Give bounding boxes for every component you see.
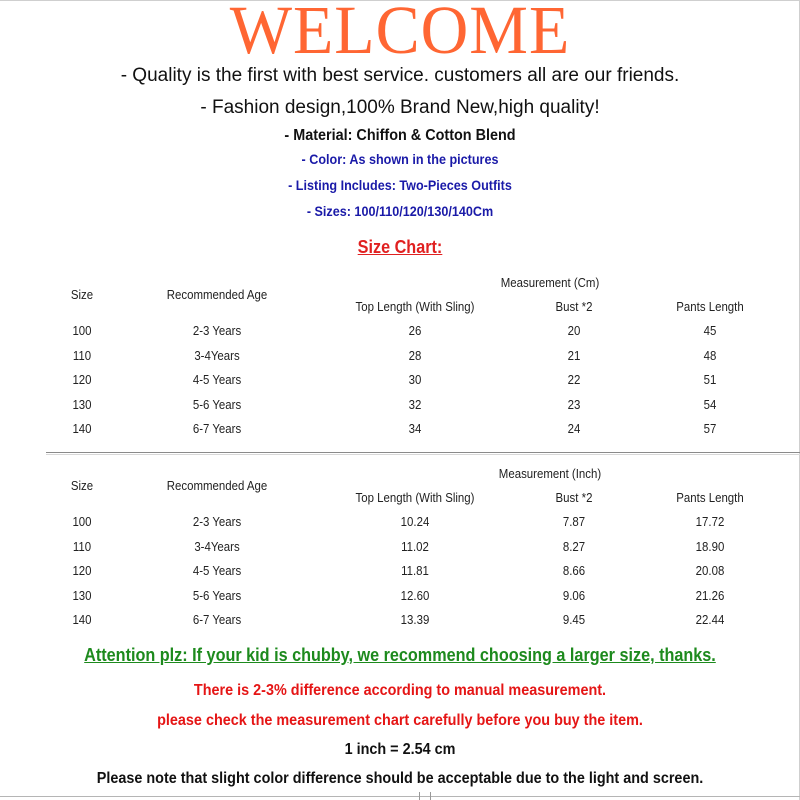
cell-bust: 9.06 (562, 587, 586, 603)
cell-size: 100 (72, 323, 92, 338)
color-line: - Color: As shown in the pictures (301, 151, 499, 167)
table-divider-shadow (46, 454, 800, 455)
cell-age: 2-3 Years (192, 323, 242, 338)
cm-header-bust: Bust *2 (555, 299, 593, 314)
cell-size: 110 (72, 538, 92, 554)
cell-age: 6-7 Years (192, 612, 242, 628)
cell-top-length: 30 (408, 372, 422, 388)
cell-pants-length: 20.08 (695, 563, 725, 579)
cell-pants-length: 54 (703, 396, 717, 412)
listing-line: - Listing Includes: Two-Pieces Outfits (288, 177, 512, 193)
cell-bust: 7.87 (562, 514, 586, 529)
cell-size: 110 (72, 347, 92, 363)
cm-header-top-length: Top Length (With Sling) (355, 299, 475, 314)
cell-age: 2-3 Years (192, 514, 242, 529)
cell-pants-length: 22.44 (695, 612, 725, 628)
inch-header-top-length: Top Length (With Sling) (355, 490, 475, 505)
cell-bust: 9.45 (562, 612, 586, 628)
cell-top-length: 10.24 (400, 514, 430, 529)
inch-header-size: Size (70, 478, 94, 493)
cm-header-pants-length: Pants Length (676, 299, 744, 314)
cell-age: 6-7 Years (192, 421, 242, 437)
cell-bust: 8.66 (562, 563, 586, 579)
inch-header-pants-length: Pants Length (676, 490, 744, 505)
bottom-marker (419, 792, 431, 800)
cell-top-length: 11.81 (401, 563, 429, 579)
cell-top-length: 28 (408, 347, 422, 363)
cell-top-length: 13.39 (400, 612, 430, 628)
cell-pants-length: 21.26 (695, 587, 725, 603)
welcome-title: WELCOME (229, 0, 571, 69)
cell-bust: 8.27 (562, 538, 586, 554)
cell-bust: 23 (567, 396, 581, 412)
cell-size: 140 (72, 612, 92, 628)
bottom-border (0, 796, 800, 797)
cell-size: 120 (72, 563, 92, 579)
cm-group-header: Measurement (Cm) (500, 275, 600, 290)
cell-bust: 21 (567, 347, 581, 363)
cell-bust: 22 (567, 372, 581, 388)
cell-age: 5-6 Years (192, 396, 242, 412)
size-chart-title: Size Chart: (357, 237, 443, 257)
cell-pants-length: 51 (703, 372, 717, 388)
sizes-line: - Sizes: 100/110/120/130/140Cm (306, 203, 494, 219)
cell-age: 3-4Years (194, 538, 240, 554)
cell-pants-length: 17.72 (695, 514, 725, 529)
cell-size: 140 (72, 421, 92, 437)
cm-header-age: Recommended Age (166, 287, 268, 302)
quality-line: - Quality is the first with best service. customers all are our friends. (120, 65, 680, 86)
cell-pants-length: 18.90 (695, 538, 725, 554)
cell-top-length: 34 (408, 421, 422, 437)
cell-pants-length: 48 (703, 347, 717, 363)
cell-size: 130 (72, 396, 92, 412)
cell-top-length: 12.60 (400, 587, 430, 603)
cell-pants-length: 57 (703, 421, 717, 437)
cm-header-size: Size (70, 287, 94, 302)
cell-age: 3-4Years (194, 347, 240, 363)
cell-size: 100 (72, 514, 92, 529)
table-divider (46, 452, 800, 453)
cell-age: 4-5 Years (192, 563, 242, 579)
cell-top-length: 26 (408, 323, 422, 338)
fashion-line: - Fashion design,100% Brand New,high quality! (200, 97, 600, 118)
inch-header-age: Recommended Age (166, 478, 268, 493)
material-line: - Material: Chiffon & Cotton Blend (284, 127, 516, 144)
cell-bust: 24 (567, 421, 581, 437)
cell-pants-length: 45 (703, 323, 717, 338)
measurement-difference-note: There is 2-3% difference according to manual measurement. (193, 682, 607, 699)
attention-note: Attention plz: If your kid is chubby, we recommend choosing a larger size, thanks. (84, 645, 716, 665)
color-difference-note: Please note that slight color difference should be acceptable due to the light and screen. (96, 770, 704, 787)
cell-age: 5-6 Years (192, 587, 242, 603)
inch-header-bust: Bust *2 (555, 490, 593, 505)
cell-size: 120 (72, 372, 92, 388)
cell-size: 130 (72, 587, 92, 603)
cell-top-length: 11.02 (401, 538, 429, 554)
cell-top-length: 32 (408, 396, 422, 412)
check-chart-note: please check the measurement chart carefully before you buy the item. (157, 712, 643, 729)
inch-group-header: Measurement (Inch) (498, 466, 602, 481)
cell-bust: 20 (567, 323, 581, 338)
cell-age: 4-5 Years (192, 372, 242, 388)
inch-conversion: 1 inch = 2.54 cm (344, 741, 456, 758)
